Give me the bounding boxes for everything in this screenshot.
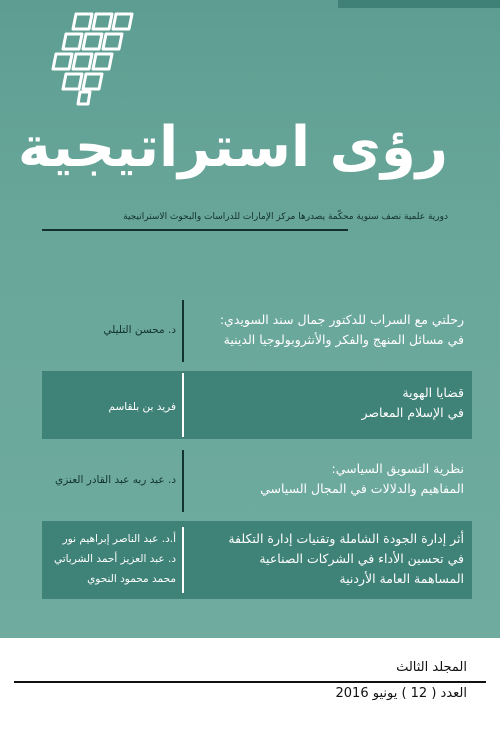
article-title-line: في الإسلام المعاصر — [361, 405, 464, 420]
author-line: أ.د. عبد الناصر إبراهيم نور — [62, 533, 176, 545]
author-line: فريد بن بلقاسم — [108, 401, 176, 413]
top-accent-bar — [338, 0, 500, 8]
article-divider — [182, 527, 184, 593]
article-title-line: المساهمة العامة الأردنية — [339, 571, 464, 586]
article-author — [40, 470, 176, 490]
article-title — [189, 459, 464, 499]
volume-label: المجلد الثالث — [396, 660, 467, 675]
article-1 — [42, 296, 472, 364]
article-divider — [182, 450, 184, 512]
article-3 — [42, 446, 472, 516]
article-title-line: رحلتي مع السراب للدكتور جمال سند السويدي: — [219, 312, 464, 327]
article-4 — [42, 521, 472, 599]
grid-logo-icon — [38, 10, 138, 108]
article-2 — [42, 371, 472, 439]
article-title-line: أثر إدارة الجودة الشاملة وتقنيات إدارة التكلفة — [228, 531, 464, 546]
subtitle-underline — [42, 229, 348, 231]
article-title-line: في مسائل المنهج والفكر والأنثروبولوجيا الدينية — [223, 332, 464, 347]
article-title — [189, 529, 464, 589]
article-title — [189, 383, 464, 423]
article-author — [40, 320, 176, 340]
article-divider — [182, 300, 184, 362]
author-line: محمد محمود النحوي — [87, 573, 176, 585]
article-title-line: نظرية التسويق السياسي: — [331, 461, 464, 476]
author-line: د. عبد العزيز أحمد الشرباتي — [53, 553, 176, 565]
article-title-line: في تحسين الأداء في الشركات الصناعية — [259, 551, 464, 566]
article-divider — [182, 373, 184, 437]
article-title-line: المفاهيم والدلالات في المجال السياسي — [260, 481, 464, 496]
journal-title: رؤى استراتيجية — [17, 115, 448, 180]
author-line: د. محسن التليلي — [103, 324, 176, 336]
article-author — [40, 529, 176, 589]
author-line: د. عبد ربه عبد القادر العنزي — [55, 474, 176, 486]
article-title-line: قضايا الهوية — [402, 385, 464, 400]
footer-rule — [14, 681, 486, 683]
journal-subtitle: دورية علمية نصف سنوية محكّمة يصدرها مركز الإمارات للدراسات والبحوث الاستراتيجية — [123, 212, 448, 222]
article-title — [189, 310, 464, 350]
article-author — [40, 397, 176, 417]
issue-label: العدد ( 12 ) يونيو 2016 — [335, 686, 467, 701]
cover-footer — [0, 638, 500, 741]
